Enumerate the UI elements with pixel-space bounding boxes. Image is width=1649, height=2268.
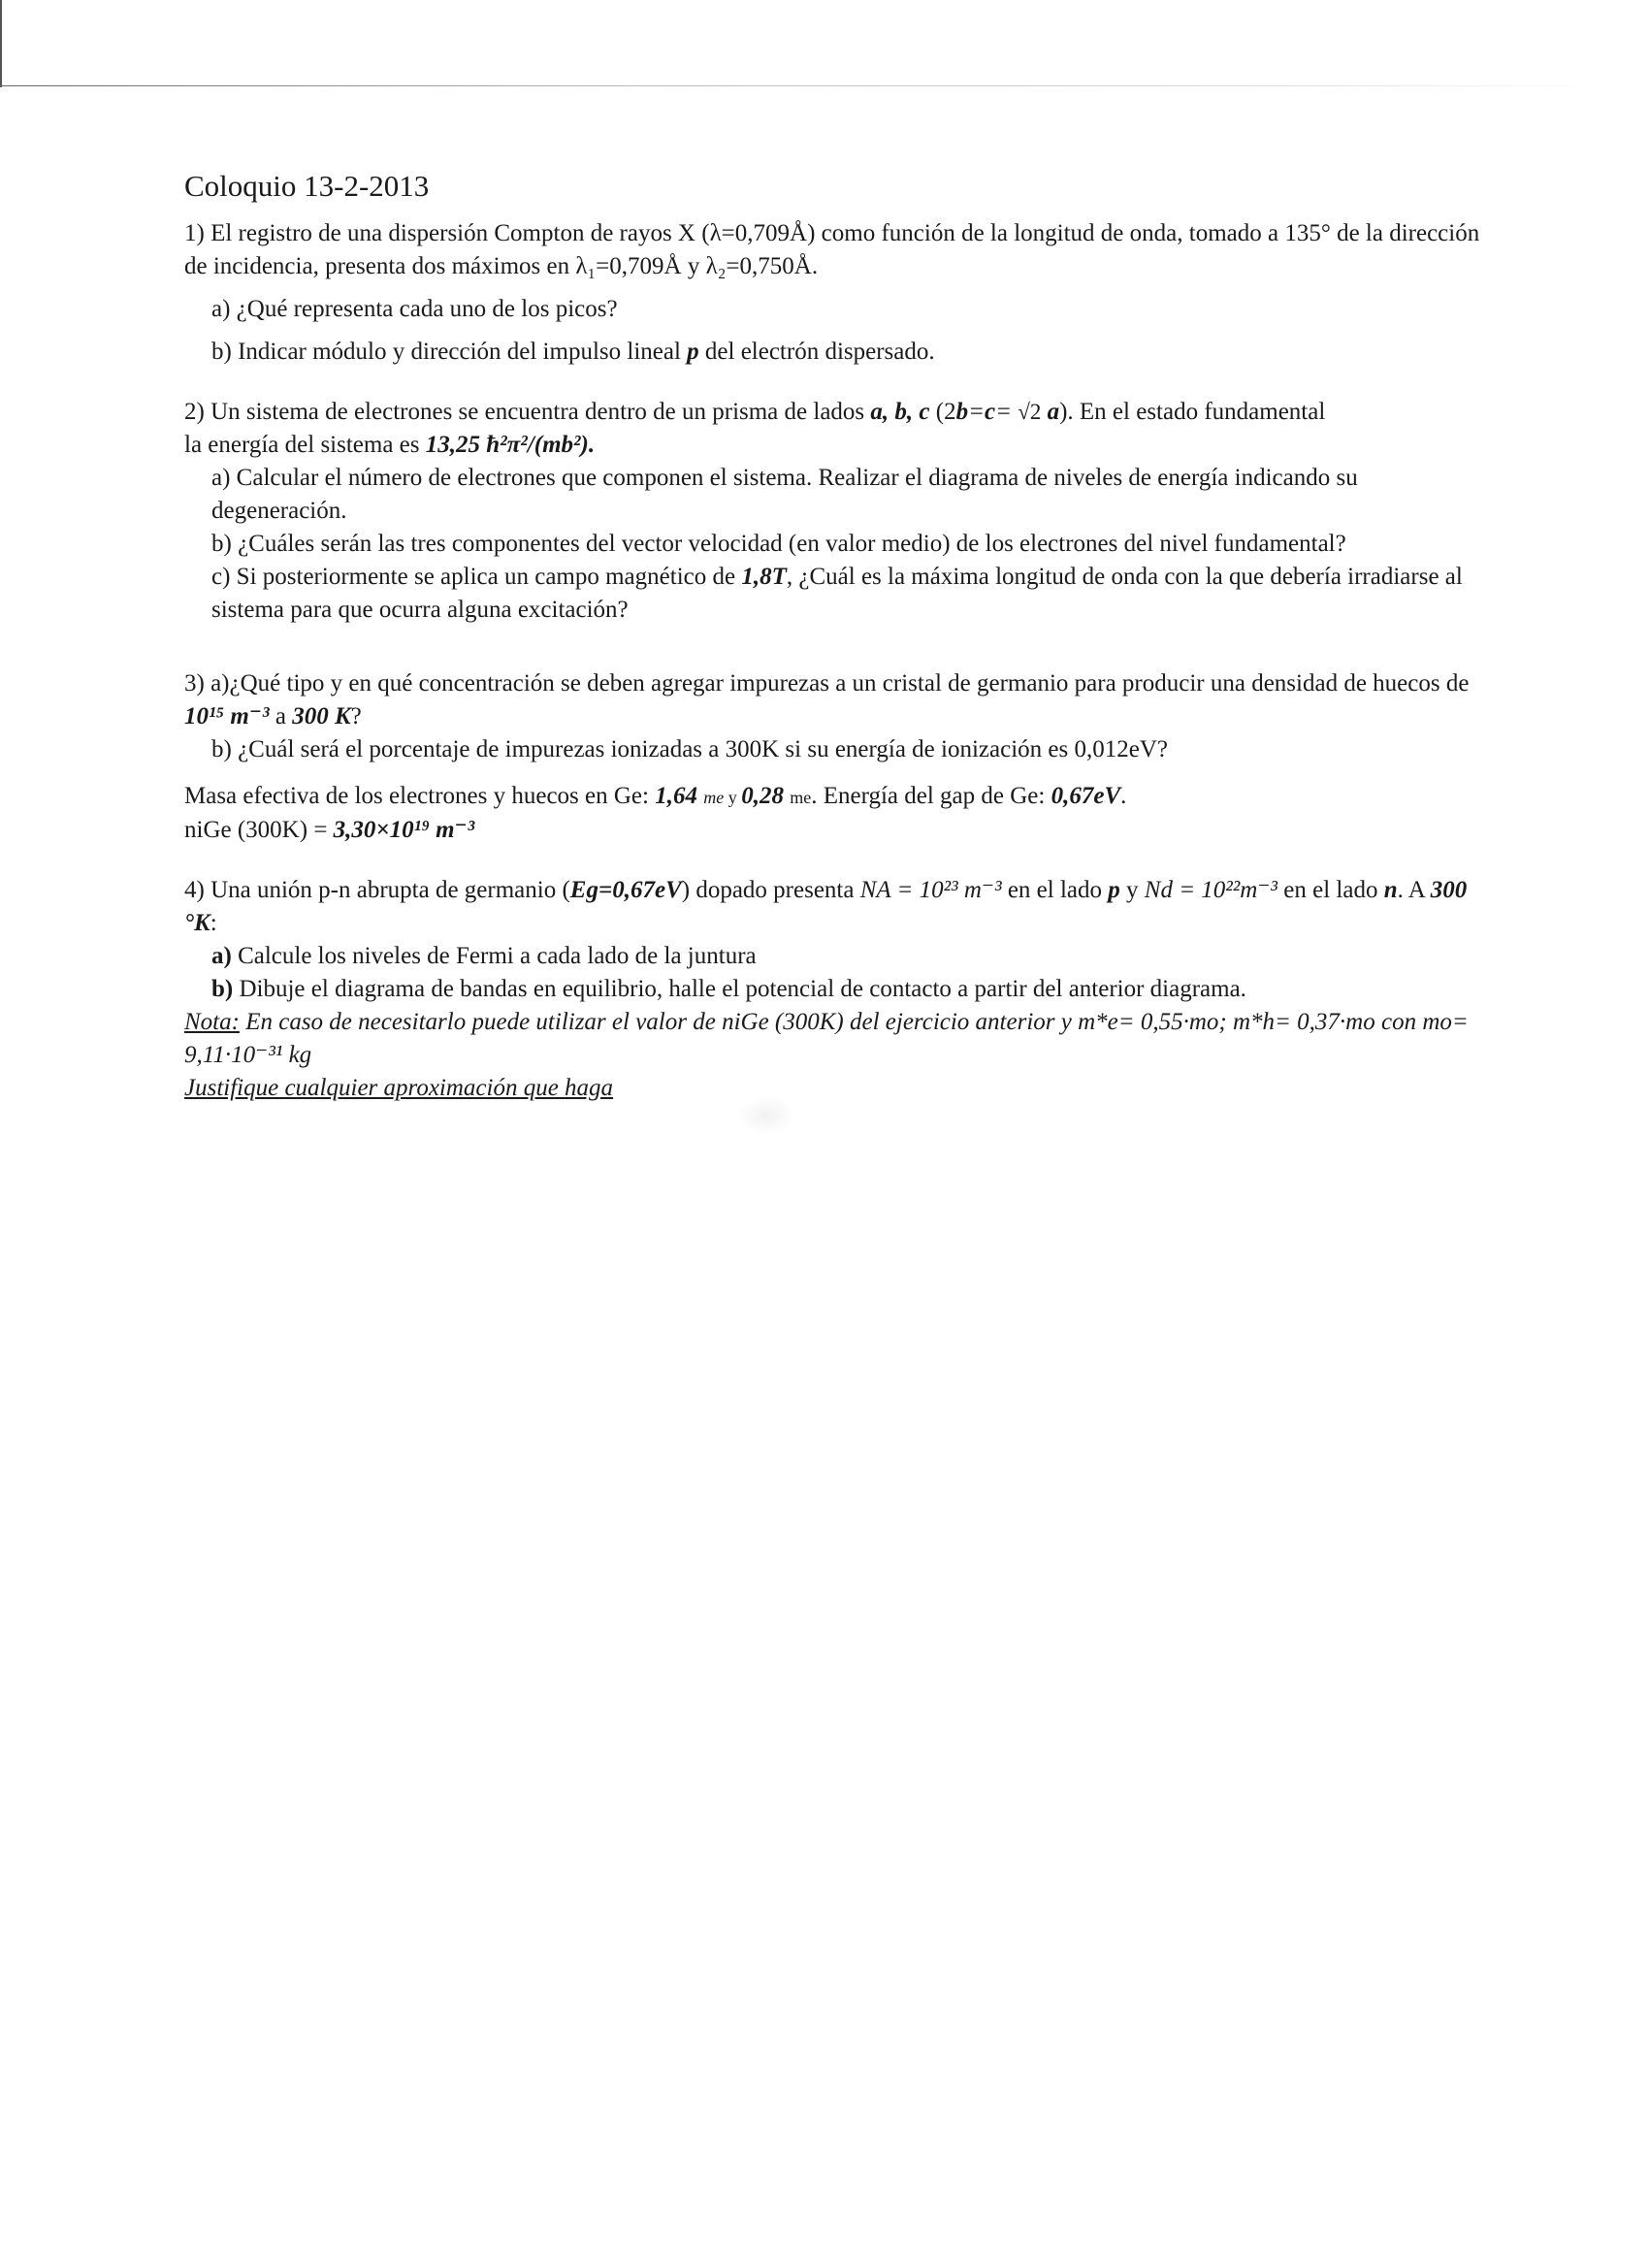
cond-open: (2: [929, 399, 956, 425]
q3a-mid: a: [269, 703, 293, 729]
question-4b: [184, 973, 1489, 1006]
q4-mid: ) dopado presenta: [681, 877, 860, 903]
q4-tail: en el lado: [1277, 877, 1384, 903]
justify-note: Justifique cualquier aproximación que haga: [184, 1075, 614, 1101]
exam-page: [184, 165, 1489, 1118]
mass-and: y: [724, 788, 742, 807]
scan-edge-left: [0, 0, 2, 87]
note: [184, 1006, 1489, 1072]
prism-sides: a, b, c: [870, 399, 930, 425]
question-4a: [184, 940, 1489, 973]
cond-eq2: =: [995, 399, 1018, 425]
intrinsic-temp: (300K) =: [231, 817, 334, 843]
question-1-statement: 1) El registro de una dispersión Compton de rayos X (λ=0,709Å) como función de la longitud de onda, tomado a 135° de la dirección de incidencia, presenta dos máximos en λ₁=0,709Å y λ₂=0,750Å.: [184, 220, 1480, 279]
question-2: [184, 396, 1489, 627]
question-2c: [184, 561, 1489, 627]
cond-c: c: [984, 399, 996, 425]
question-1: [184, 217, 1489, 369]
donor-concentration: Nd = 10²²m⁻³: [1144, 877, 1278, 903]
question-2a: a) Calcular el número de electrones que componen el sistema. Realizar el diagrama de niveles de energía indicando su degeneración.: [211, 465, 1358, 524]
exam-title: Coloquio 13-2-2013: [184, 169, 430, 203]
acceptor-concentration: NA = 10²³ m⁻³: [859, 877, 1002, 903]
intrinsic-label: niGe: [184, 817, 232, 843]
q4a-label: a): [211, 943, 232, 969]
q4-mid2: en el lado: [1001, 877, 1109, 903]
temperature: 300 K: [292, 703, 351, 729]
question-2b: b) ¿Cuáles serán las tres componentes del vector velocidad (en valor medio) de los electrones del nivel fundamental?: [211, 531, 1346, 557]
scan-edge-top: [0, 85, 1600, 86]
question-1b-text: b) Indicar módulo y dirección del impulso lineal: [211, 339, 688, 365]
gap-label: . Energía del gap de Ge:: [811, 783, 1051, 809]
gap-energy: 0,67eV: [1051, 783, 1121, 809]
ground-state-energy: 13,25 ħ²π²/(mb²).: [425, 432, 596, 458]
q4-intro: 4) Una unión p-n abrupta de germanio (: [184, 877, 570, 903]
cond-eq: =: [968, 399, 985, 425]
mass-label: Masa efectiva de los electrones y huecos en Ge:: [184, 783, 656, 809]
question-2-statement: [184, 396, 1489, 462]
gap-end: .: [1120, 783, 1127, 809]
question-3a: [184, 667, 1489, 733]
q2-intro: 2) Un sistema de electrones se encuentra dentro de un prisma de lados: [184, 399, 871, 425]
note-text: En caso de necesitarlo puede utilizar el valor de niGe (300K) del ejercicio anterior y m*e= 0,55·mo; m*h= 0,37·mo con mo= 9,11·10⁻³¹ kg: [184, 1009, 1469, 1068]
q2c-text: c) Si posteriormente se aplica un campo magnético de: [211, 564, 742, 590]
q4-temperature: 300 °K: [184, 877, 1468, 936]
hole-mass: 0,28: [741, 783, 784, 809]
note-label: Nota:: [184, 1009, 240, 1035]
effective-mass-data: [184, 780, 1489, 847]
question-4-statement: [184, 874, 1489, 940]
q3a-tail: ?: [350, 703, 362, 729]
question-3b: b) ¿Cuál será el porcentaje de impurezas ionizadas a 300K si su energía de ionización es 0,012eV?: [211, 736, 1168, 762]
n-side: n: [1383, 877, 1398, 903]
intrinsic-concentration: 3,30×10¹⁹ m⁻³: [333, 817, 475, 843]
q4b-text: Dibuje el diagrama de bandas en equilibrio, halle el potencial de contacto a partir del anterior diagrama.: [233, 976, 1246, 1002]
q4a-text: Calcule los niveles de Fermi a cada lado de la juntura: [231, 943, 757, 969]
electron-mass: 1,64: [655, 783, 697, 809]
question-1b-tail: del electrón dispersado.: [698, 339, 935, 365]
question-4: [184, 874, 1489, 1105]
band-gap: Eg=0,67eV: [569, 877, 682, 903]
magnetic-field-value: 1,8T: [741, 564, 787, 590]
q4-and: y: [1119, 877, 1145, 903]
cond-b: b: [955, 399, 969, 425]
q4b-label: b): [211, 976, 234, 1002]
cond-a: a: [1041, 399, 1060, 425]
electron-mass-unit: me: [703, 788, 725, 807]
cond-close: ). En el estado fundamental: [1059, 399, 1326, 425]
momentum-symbol: p: [687, 339, 699, 365]
q4-colon: :: [210, 910, 217, 936]
question-1b: [211, 336, 1489, 369]
hole-mass-unit: me: [790, 788, 812, 807]
sqrt-two: √2: [1018, 400, 1042, 424]
hole-density: 10¹⁵ m⁻³: [184, 703, 270, 729]
p-side: p: [1108, 877, 1120, 903]
q2-energy-label: la energía del sistema es: [184, 432, 426, 458]
q2c-tail: , ¿Cuál es la máxima longitud de onda con la que debería irradiarse al sistema para que ocurra alguna excitación?: [211, 564, 1463, 623]
question-1a: a) ¿Qué representa cada uno de los picos?: [211, 296, 618, 322]
question-3: [184, 667, 1489, 847]
q4-temp-pre: . A: [1397, 877, 1431, 903]
q3a-text: 3) a)¿Qué tipo y en qué concentración se deben agregar impurezas a un cristal de germanio para producir una densidad de huecos de: [184, 670, 1470, 697]
